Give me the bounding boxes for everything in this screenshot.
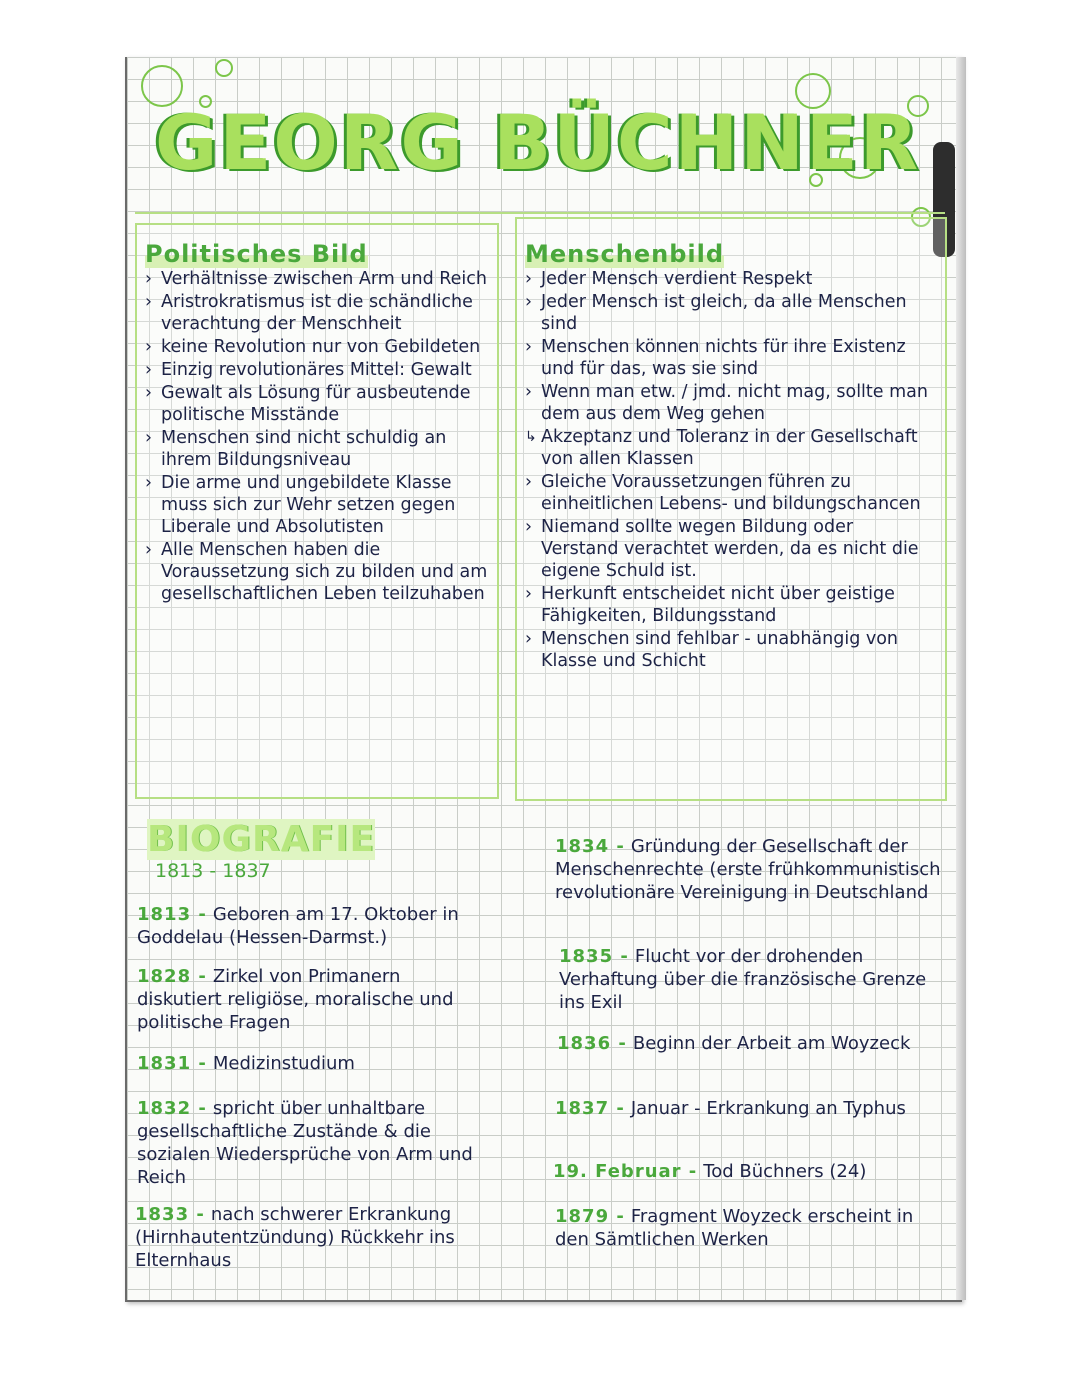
list-item: › Verhältnisse zwischen Arm und Reich: [145, 268, 489, 290]
politisches-bild-column: [145, 240, 489, 606]
timeline-entry: [555, 1097, 939, 1120]
list-item: › Gewalt als Lösung für ausbeutende politische Misstände: [145, 382, 489, 426]
page-title: GEORG BÜCHNER: [155, 98, 921, 187]
timeline-entry: [135, 1203, 520, 1272]
timeline-year: 1828 -: [137, 966, 207, 987]
timeline-year: 1832 -: [137, 1098, 207, 1119]
timeline-entry: [555, 835, 951, 904]
list-item: › Niemand sollte wegen Bildung oder Verstand verachtet werden, da es nicht die eigene Schuld ist.: [525, 516, 935, 582]
list-item: › Herkunft entscheidet nicht über geistige Fähigkeiten, Bildungsstand: [525, 583, 935, 627]
list-item: › Einzig revolutionäres Mittel: Gewalt: [145, 359, 489, 381]
timeline-year: 1879 -: [555, 1206, 625, 1227]
timeline-year: 1831 -: [137, 1053, 207, 1074]
list-item: ↳ Akzeptanz und Toleranz in der Gesellschaft von allen Klassen: [525, 426, 935, 470]
menschenbild-list: [525, 268, 935, 672]
timeline-text: Geboren am 17. Oktober in Goddelau (Hessen-Darmst.): [137, 904, 459, 948]
timeline-entry: [137, 903, 507, 949]
timeline-entry: [553, 1160, 953, 1183]
timeline-text: Fragment Woyzeck erscheint in den Sämtlichen Werken: [555, 1206, 914, 1250]
politisches-bild-list: [145, 268, 489, 605]
box-top-divider: [135, 212, 945, 214]
notebook-spine: [956, 57, 966, 1300]
timeline-year: 1834 -: [555, 836, 625, 857]
menschenbild-column: [525, 240, 935, 673]
doodle-circle: [215, 59, 233, 77]
list-item: › Aristrokratismus ist die schändliche verachtung der Menschheit: [145, 291, 489, 335]
timeline-year: 19. Februar -: [553, 1161, 698, 1182]
timeline-year: 1835 -: [559, 946, 629, 967]
timeline-text: Beginn der Arbeit am Woyzeck: [632, 1033, 911, 1054]
notebook-page: [125, 57, 962, 1302]
politisches-bild-heading: Politisches Bild: [145, 240, 368, 268]
timeline-text: Gründung der Gesellschaft der Menschenrechte (erste frühkommunistisch revolutionäre Vereinigung in Deutschland: [555, 836, 941, 903]
timeline-text: Zirkel von Primanern diskutiert religiöse, moralische und politische Fragen: [137, 966, 454, 1033]
list-item: › keine Revolution nur von Gebildeten: [145, 336, 489, 358]
timeline-entry: [555, 1205, 935, 1251]
biografie-heading: BIOGRAFIE: [147, 819, 376, 860]
list-item: › Menschen sind nicht schuldig an ihrem Bildungsniveau: [145, 427, 489, 471]
menschenbild-heading: Menschenbild: [525, 240, 725, 268]
timeline-entry: [559, 945, 951, 1014]
list-item: › Jeder Mensch ist gleich, da alle Menschen sind: [525, 291, 935, 335]
timeline-text: Flucht vor der drohenden Verhaftung über die französische Grenze ins Exil: [559, 946, 927, 1013]
timeline-entry: [137, 1052, 477, 1075]
timeline-text: Tod Büchners (24): [703, 1161, 867, 1182]
list-item: › Alle Menschen haben die Voraussetzung sich zu bilden und am gesellschaftlichen Leben teilzuhaben: [145, 539, 489, 605]
timeline-text: Medizinstudium: [212, 1053, 355, 1074]
list-item: › Gleiche Voraussetzungen führen zu einheitlichen Lebens- und bildungschancen: [525, 471, 935, 515]
list-item: › Menschen können nichts für ihre Existenz und für das, was sie sind: [525, 336, 935, 380]
timeline-text: Januar - Erkrankung an Typhus: [630, 1098, 906, 1119]
timeline-entry: [137, 1097, 492, 1189]
list-item: › Jeder Mensch verdient Respekt: [525, 268, 935, 290]
biografie-lifespan: 1813 - 1837: [155, 860, 271, 882]
timeline-text: spricht über unhaltbare gesellschaftliche Zustände & die sozialen Wiedersprüche von Arm und Reich: [137, 1098, 473, 1188]
timeline-entry: [557, 1032, 917, 1055]
timeline-year: 1837 -: [555, 1098, 625, 1119]
list-item: › Wenn man etw. / jmd. nicht mag, sollte man dem aus dem Weg gehen: [525, 381, 935, 425]
list-item: › Menschen sind fehlbar - unabhängig von Klasse und Schicht: [525, 628, 935, 672]
timeline-year: 1813 -: [137, 904, 207, 925]
timeline-entry: [137, 965, 477, 1034]
list-item: › Die arme und ungebildete Klasse muss sich zur Wehr setzen gegen Liberale und Absolutisten: [145, 472, 489, 538]
timeline-year: 1833 -: [135, 1204, 205, 1225]
timeline-year: 1836 -: [557, 1033, 627, 1054]
timeline-text: nach schwerer Erkrankung (Hirnhautentzündung) Rückkehr ins Elternhaus: [135, 1204, 455, 1271]
